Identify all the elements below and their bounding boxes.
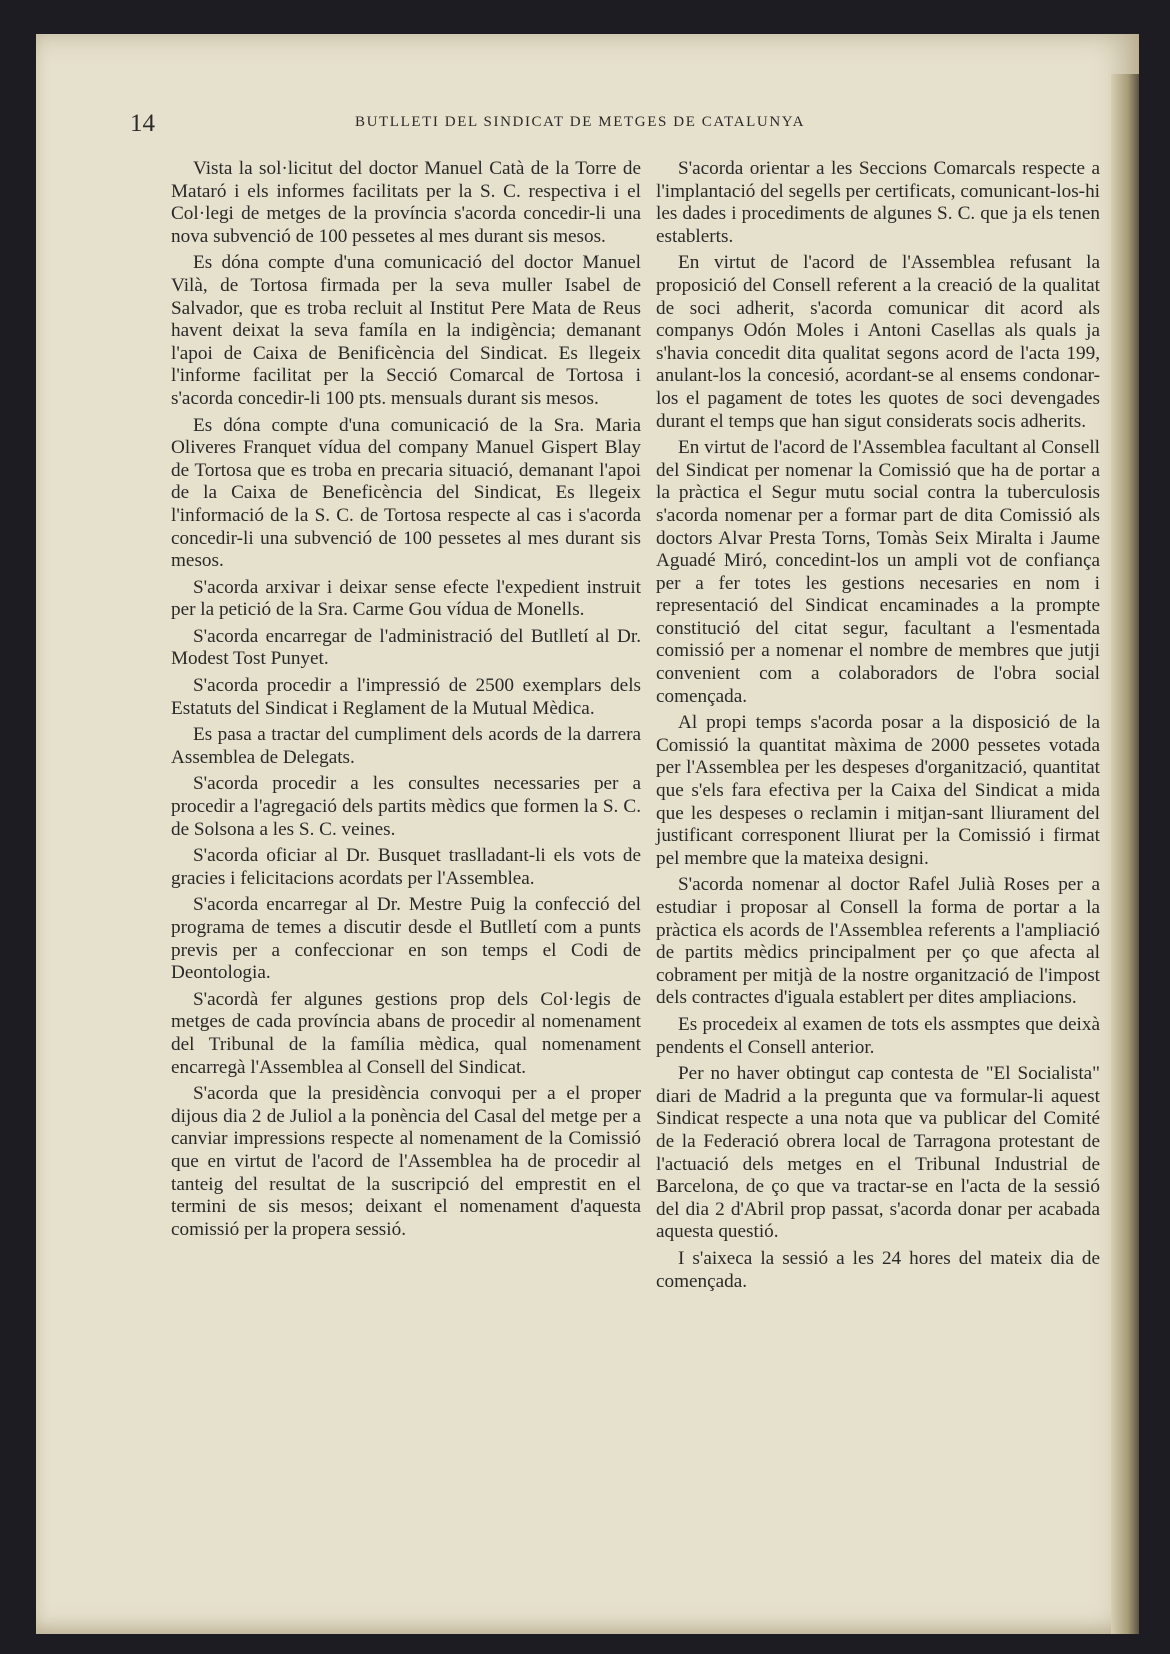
paragraph: S'acorda procedir a les consultes necessaries per a procedir a l'agregació dels partits mèdics que formen la S. C. de Solsona a les S. C. veines. bbox=[171, 773, 641, 840]
paragraph: Vista la sol·licitut del doctor Manuel Catà de la Torre de Mataró i els informes facilitats per la S. C. respectiva i el Col·legi de metges de la província s'acorda concedir-li una nova subvenció de 100 pessetes al mes durant sis mesos. bbox=[171, 158, 641, 247]
page-edge-shadow bbox=[1111, 74, 1139, 1634]
paragraph: S'acorda orientar a les Seccions Comarcals respecte a l'implantació del segells per certificats, comunicant-los-hi les dades i procediments de algunes S. C. que ja els tenen establerts. bbox=[656, 158, 1100, 247]
paragraph: S'acordà fer algunes gestions prop dels Col·legis de metges de cada província abans de procedir al nomenament del Tribunal de la família mèdica, qual nomenament encarregà l'Assemblea al Consell del Sindicat. bbox=[171, 988, 641, 1078]
paragraph: S'acorda oficiar al Dr. Busquet traslladant-li els vots de gracies i felicitacions acordats per l'Assemblea. bbox=[171, 845, 641, 889]
paragraph: S'acorda nomenar al doctor Rafel Julià Roses per a estudiar i proposar al Consell la forma de portar a la pràctica els acords de l'Assemblea referents a l'ampliació de partits mèdics principalment per ço que afecta al cobrament per mitjà de la nostre organització de l'impost dels contractes d'iguala establert per dites ampliacions. bbox=[656, 874, 1100, 1009]
running-title: BUTLLETI DEL SINDICAT DE METGES DE CATALUNYA bbox=[355, 114, 805, 130]
paragraph: Per no haver obtingut cap contesta de "El Socialista" diari de Madrid a la pregunta que va formular-li aquest Sindicat respecte a una nota que va publicar del Comité de la Federació obrera local de Tarragona protestant de l'actuació dels metges en el Tribunal Industrial de Barcelona, de ço que va tractar-se en l'acta de la sessió del dia 2 d'Abril prop passat, s'acorda donar per acabada aquesta questió. bbox=[656, 1063, 1100, 1243]
paragraph: Es pasa a tractar del cumpliment dels acords de la darrera Assemblea de Delegats. bbox=[171, 724, 641, 768]
right-column bbox=[656, 158, 1100, 1297]
paragraph: Es dóna compte d'una comunicació de la Sra. Maria Oliveres Franquet vídua del company Manuel Gispert Blay de Tortosa que es troba en precaria situació, demanant l'apoi de la Caixa de Beneficència del Sindicat, Es llegeix l'informació de la S. C. de Tortosa respecte al cas i s'acorda concedir-li una subvenció de 100 pessetes al mes durant sis mesos. bbox=[171, 414, 641, 572]
paragraph: I s'aixeca la sessió a les 24 hores del mateix dia de començada. bbox=[656, 1247, 1100, 1292]
page-number: 14 bbox=[130, 110, 155, 137]
paragraph: Es procedeix al examen de tots els assmptes que deixà pendents el Consell anterior. bbox=[656, 1013, 1100, 1058]
left-column bbox=[171, 158, 641, 1245]
paragraph: S'acorda arxivar i deixar sense efecte l'expedient instruit per la petició de la Sra. Carme Gou vídua de Monells. bbox=[171, 576, 641, 621]
paragraph: Al propi temps s'acorda posar a la disposició de la Comissió la quantitat màxima de 2000 pessetes votada per l'Assemblea per les despeses d'organització, quantitat que s'els fara efectiva per la Caixa del Sindicat a mida que les despeses o reclamin i mitjan-sant lliurament del justificant corresponent lliurat per la Comissió i firmat pel membre que la mateixa designi. bbox=[656, 712, 1100, 869]
paragraph: S'acorda procedir a l'impressió de 2500 exemplars dels Estatuts del Sindicat i Reglament de la Mutual Mèdica. bbox=[171, 675, 641, 719]
paragraph: En virtut de l'acord de l'Assemblea facultant al Consell del Sindicat per nomenar la Comissió que ha de portar a la pràctica el Segur mutu social contra la tuberculosis s'acorda nomenar per a formar part de dita Comissió als doctors Alvar Presta Torns, Tomàs Seix Miralta i Jaume Aguadé Miró, concedint-los un ampli vot de confiança per a fer totes les gestions necesaries en nom i representació del Sindicat encaminades a la prompte constitució del citat segur, facultant a l'esmentada comissió per a nomenar el nombre de membres que jutji convenient com a colaboradors de l'obra social començada. bbox=[656, 437, 1100, 707]
paragraph: Es dóna compte d'una comunicació del doctor Manuel Vilà, de Tortosa firmada per la seva muller Isabel de Salvador, que es troba recluit al Institut Pere Mata de Reus havent deixat la seva famíla en la indigència; demanant l'apoi de Caixa de Benificència del Sindicat. Es llegeix l'informe facilitat per la Secció Comarcal de Tortosa i s'acorda concedir-li 100 pts. mensuals durant sis mesos. bbox=[171, 252, 641, 409]
page-header bbox=[130, 110, 1010, 150]
scanned-page bbox=[36, 34, 1139, 1634]
paragraph: En virtut de l'acord de l'Assemblea refusant la proposició del Consell referent a la creació de la qualitat de soci adherit, s'acorda comunicar dit acord als companys Odón Moles i Antoni Casellas als quals ja s'havia concedit dita qualitat segons acord de l'acta 199, anulant-los la concesió, acordant-se al ensems condonar-los el pagament de totes les quotes de soci devengades durant el temps que han sigut considerats socis adherits. bbox=[656, 252, 1100, 432]
paragraph: S'acorda que la presidència convoqui per a el proper dijous dia 2 de Juliol a la ponència del Casal del metge per a canviar impressions respecte al nomenament de la Comissió que en virtut de l'acord de l'Assemblea ha de procedir al tanteig del resultat de la suscripció del emprestit en el termini de sis mesos; deixant el nomenament d'aquesta comissió per la propera sessió. bbox=[171, 1083, 641, 1240]
paragraph: S'acorda encarregar al Dr. Mestre Puig la confecció del programa de temes a discutir desde el Butlletí com a punts previs per a confeccionar en son temps el Codi de Deontologia. bbox=[171, 894, 641, 984]
paragraph: S'acorda encarregar de l'administració del Butlletí al Dr. Modest Tost Punyet. bbox=[171, 625, 641, 670]
